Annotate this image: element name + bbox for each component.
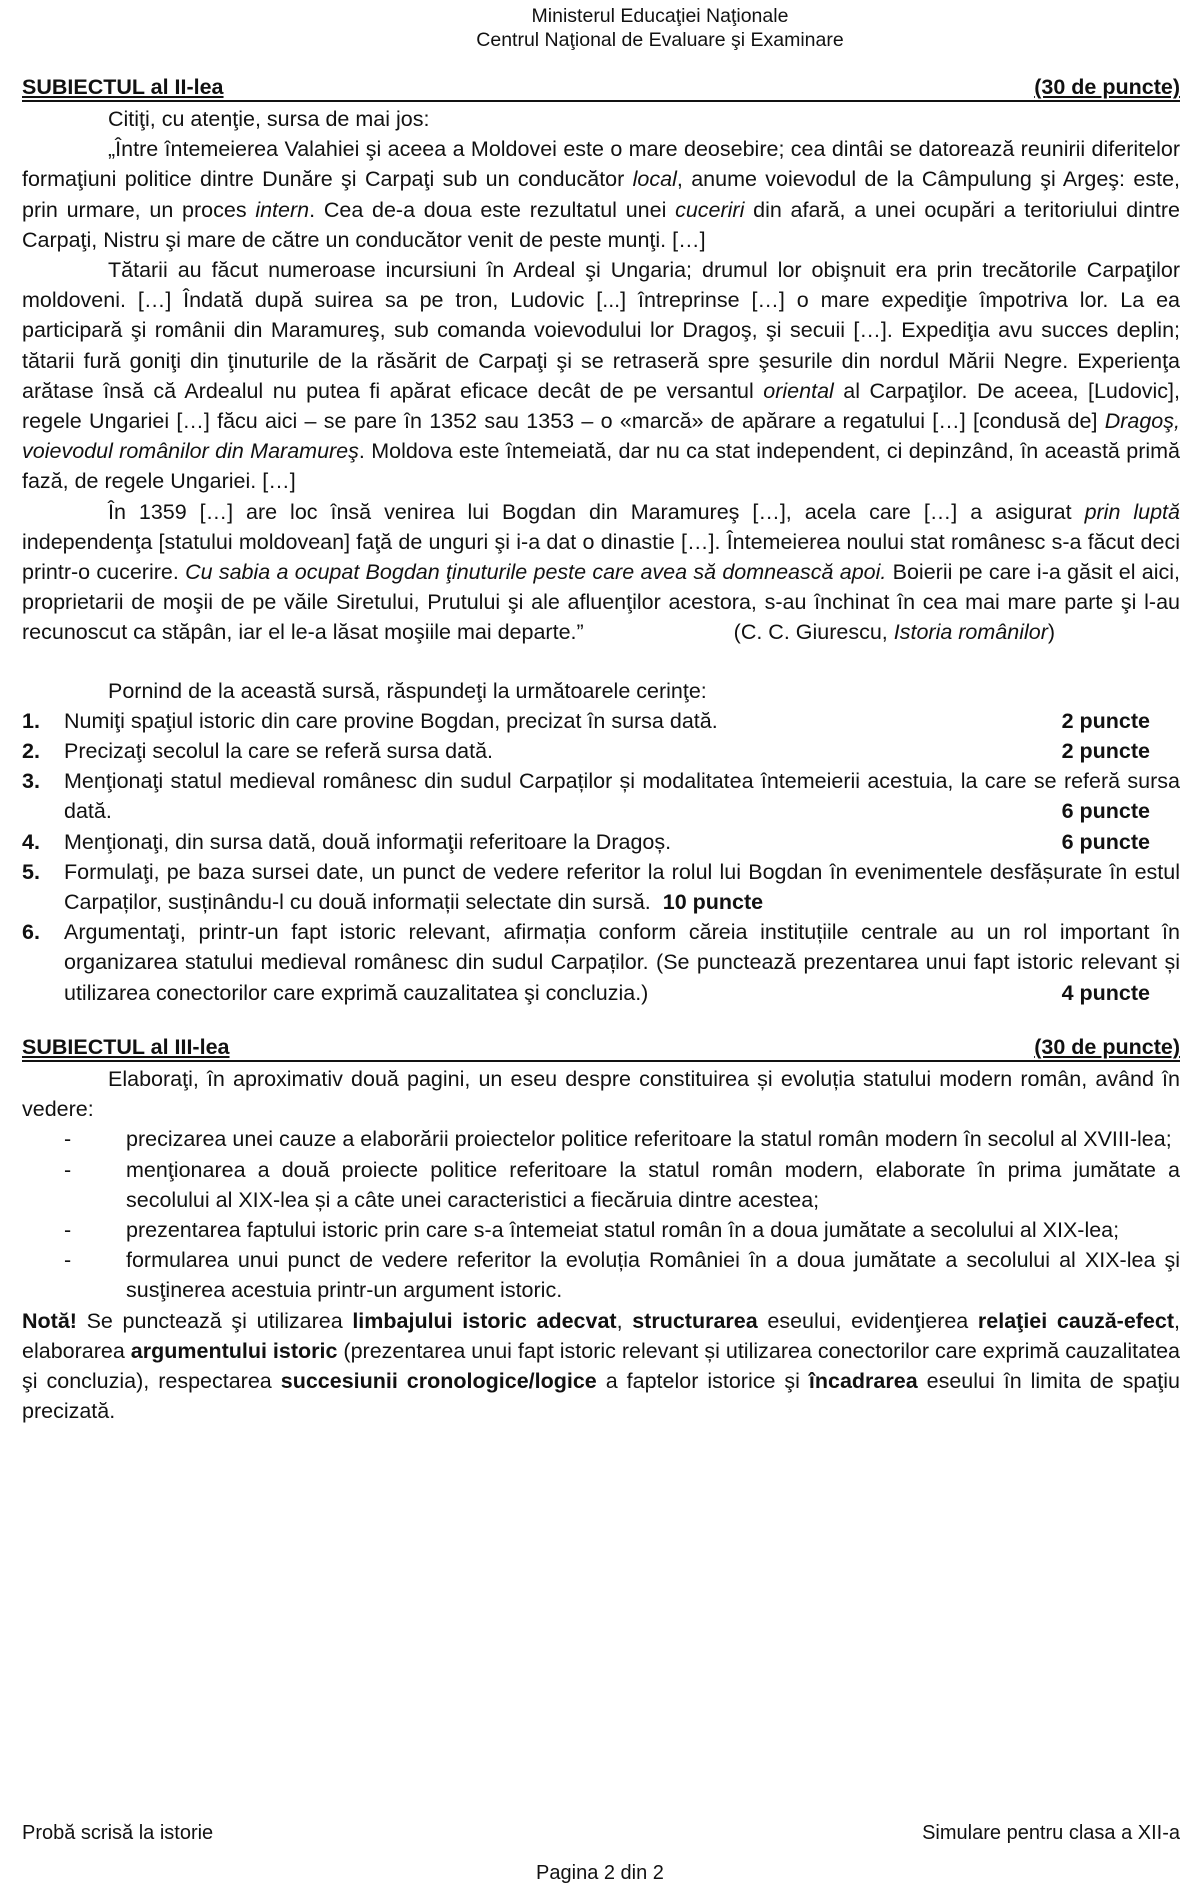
bold-run: structurarea xyxy=(632,1308,758,1333)
essay-requirements xyxy=(22,1124,1180,1305)
requirement-text: precizarea unei cauze a elaborării proiectelor politice referitoare la statul român modern în secolul al XVIII-lea; xyxy=(126,1127,1172,1152)
requirement-text: prezentarea faptului istoric prin care s-a întemeiat statul român în a doua jumătate a secolului al XIX-lea; xyxy=(126,1217,1120,1242)
bold-run: limbajului istoric adecvat xyxy=(352,1308,617,1333)
question-points: 2 puncte xyxy=(1061,708,1150,733)
text-run: Se punctează şi utilizarea xyxy=(76,1308,353,1333)
question-number: 6. xyxy=(22,920,40,945)
bold-run: succesiunii cronologice/logice xyxy=(280,1368,597,1393)
bullet-mark: - xyxy=(64,1157,72,1182)
question-item xyxy=(22,706,1180,736)
text-run: eseului, evidenţierea xyxy=(757,1308,978,1333)
italic-run: oriental xyxy=(763,378,834,403)
bullet-mark: - xyxy=(64,1127,72,1152)
text-run: În 1359 […] are loc însă venirea lui Bogdan din Maramureş […], acela care […] a asigurat xyxy=(108,499,1085,524)
footer-exam-name: Probă scrisă la istorie xyxy=(22,1822,214,1844)
source-paragraph-1 xyxy=(22,134,1180,255)
question-number: 4. xyxy=(22,829,40,854)
question-text xyxy=(64,857,1180,917)
subject2-title: SUBIECTUL al II-lea xyxy=(22,75,224,99)
citation-author: (C. C. Giurescu, xyxy=(733,620,894,645)
source-instruction: Citiţi, cu atenţie, sursa de mai jos: xyxy=(108,107,430,131)
question-number: 1. xyxy=(22,708,40,733)
question-points: 4 puncte xyxy=(1061,980,1150,1005)
question-body: Numiţi spaţiul istoric din care provine Bogdan, precizat în sursa dată. xyxy=(64,708,718,733)
question-text xyxy=(64,827,1180,857)
text-run: , xyxy=(616,1308,633,1333)
header-ministry: Ministerul Educaţiei Naţionale xyxy=(531,5,789,27)
italic-run: prin luptă xyxy=(1084,499,1180,524)
italic-run: Cu sabia a ocupat Bogdan ţinuturile peste care avea să domnească apoi. xyxy=(185,560,887,585)
bold-run: încadrarea xyxy=(808,1368,918,1393)
question-body: Formulaţi, pe baza sursei date, un punct de vedere referitor la rolul lui Bogdan în evenimentele desfășurate în estul Carpaților, susținându-l cu două informații selectate din sursă. xyxy=(64,859,1180,915)
question-points: 6 puncte xyxy=(1061,829,1150,854)
questions-list xyxy=(22,706,1180,1008)
text-run: independenţa [statului moldovean] faţă de unguri şi i-a dat o dinastie […]. Întemeierea noului stat românesc s-a făcut deci printr-o cucerire. xyxy=(22,529,1180,585)
bullet-mark: - xyxy=(64,1217,72,1242)
spacer xyxy=(22,1008,1180,1034)
question-body: Menţionaţi, din sursa dată, două informaţii referitoare la Dragoș. xyxy=(64,829,672,854)
page-footer xyxy=(22,1818,1180,1848)
page-header xyxy=(0,4,1200,52)
question-body: Argumentaţi, printr-un fapt istoric relevant, afirmația conform căreia instituțiile centrale au un rol important în organizarea statului medieval românesc din sudul Carpaților. (Se punctează prezentarea unui fapt istoric relevant și utilizarea conectorilor care exprimă cauzalitatea şi concluzia.) xyxy=(64,920,1180,1005)
question-text xyxy=(64,917,1180,1008)
citation-title: Istoria românilor xyxy=(893,620,1048,645)
note-label: Notă! xyxy=(22,1308,77,1333)
italic-run: Dragoş, voievodul românilor din Maramureş xyxy=(22,409,1180,464)
text-run: din afară, a unei ocupări a teritoriului dintre Carpaţi, Nistru şi mare de către un conducător venit de peste munţi. […] xyxy=(22,197,1180,252)
italic-run: intern xyxy=(255,197,310,222)
question-item xyxy=(22,766,1180,826)
text-run: Tătarii au făcut numeroase incursiuni în Ardeal şi Ungaria; drumul lor obişnuit era prin trecătorile Carpaţilor moldoveni. […] Îndată după suirea sa pe tron, Ludovic [...] întreprinse […] o mare expediţie împotriva lor. La ea participară şi românii din Maramureş, sub comanda voievodului lor Dragoş, şi secuii […]. Expediţia avu succes deplin; tătarii fură goniţi din ţinuturile de la răsărit de Carpaţi şi se retraseră spre şesurile din nordul Mării Negre. Experienţa arătase însă că Ardealul nu putea fi apărat eficace decât de pe versantul xyxy=(22,258,1180,403)
subject2-heading xyxy=(22,74,1180,102)
question-item xyxy=(22,857,1180,917)
text-run: , elaborarea xyxy=(22,1308,1180,1363)
text-run: eseului în limita de spaţiu precizată. xyxy=(22,1368,1181,1424)
question-text xyxy=(64,706,1180,736)
source-citation xyxy=(734,620,1055,644)
question-body: Precizaţi secolul la care se referă sursa dată. xyxy=(64,739,494,764)
question-points: 10 puncte xyxy=(662,890,764,915)
bullet-mark: - xyxy=(64,1248,72,1273)
bold-run: relaţiei cauză-efect xyxy=(977,1308,1175,1333)
text-run: (prezentarea unui fapt istoric relevant și utilizarea conectorilor care exprimă cauzalitatea şi concluzia), respectarea xyxy=(22,1338,1180,1393)
footer-exam-class: Simulare pentru clasa a XII-a xyxy=(922,1822,1180,1844)
requirement-item xyxy=(22,1245,1180,1305)
questions-intro: Pornind de la această sursă, răspundeţi la următoarele cerinţe: xyxy=(108,678,707,703)
italic-run: cuceriri xyxy=(675,197,745,222)
question-number: 2. xyxy=(22,739,40,764)
question-points: 6 puncte xyxy=(1061,799,1150,824)
requirement-item xyxy=(22,1215,1180,1245)
subject3-heading xyxy=(22,1034,1180,1062)
citation-end: ) xyxy=(1047,620,1056,645)
question-item xyxy=(22,917,1180,1008)
requirement-text: formularea unui punct de vedere referitor la evoluția României în a doua jumătate a secolului al XIX-lea şi susţinerea acestuia printr-un argument istoric. xyxy=(126,1248,1180,1303)
bold-run: argumentului istoric xyxy=(130,1338,338,1363)
question-points: 2 puncte xyxy=(1061,739,1150,764)
italic-run: local xyxy=(632,167,677,192)
text-run: „Între întemeierea Valahiei şi aceea a Moldovei este o mare deosebire; cea dintâi se datorează reunirii diferitelor formaţiuni politice dintre Dunăre şi Carpaţi sub un conducător xyxy=(22,137,1180,192)
subject2-points: (30 de puncte) xyxy=(1034,75,1180,99)
source-paragraph-2 xyxy=(22,255,1180,497)
page-content xyxy=(22,74,1180,1426)
text-run: a faptelor istorice şi xyxy=(596,1368,809,1393)
essay-note xyxy=(22,1306,1180,1427)
page-number: Pagina 2 din 2 xyxy=(536,1862,664,1884)
question-body: Menţionaţi statul medieval românesc din sudul Carpaților și modalitatea întemeierii acestuia, la care se referă sursa dată. xyxy=(64,769,1180,824)
question-text xyxy=(64,766,1180,826)
question-item xyxy=(22,736,1180,766)
question-number: 3. xyxy=(22,769,40,794)
requirement-text: menţionarea a două proiecte politice referitoare la statul român modern, elaborate în prima jumătate a secolului al XIX-lea și a câte unei caracteristici a fiecăruia dintre acestea; xyxy=(126,1157,1180,1212)
subject3-title: SUBIECTUL al III-lea xyxy=(22,1034,230,1059)
text-run: Boierii pe care i-a găsit el aici, proprietarii de moşii de pe văile Siretului, Prutului şi ale afluenţilor acestora, s-au închinat în cea mai mare parte şi l-au recunoscut ca stăpân, iar el le-a lăsat moşiile mai departe.” xyxy=(22,560,1180,645)
subject3-points: (30 de puncte) xyxy=(1034,1034,1180,1059)
question-number: 5. xyxy=(22,859,40,884)
text-run: . Cea de-a doua este rezultatul unei xyxy=(309,197,676,222)
text-run: al Carpaţilor. De aceea, [Ludovic], regele Ungariei […] făcu aici – se pare în 1352 sau 1353 – o «marcă» de apărare a regatului […] [condusă de] xyxy=(22,378,1181,434)
requirement-item xyxy=(22,1124,1180,1154)
requirement-item xyxy=(22,1155,1180,1215)
source-paragraph-3 xyxy=(22,497,1180,648)
header-center: Centrul Naţional de Evaluare şi Examinare xyxy=(476,29,844,51)
question-item xyxy=(22,827,1180,857)
text-run: , anume voievodul de la Câmpulung şi Argeş: este, prin urmare, un proces xyxy=(22,167,1180,222)
essay-intro: Elaboraţi, în aproximativ două pagini, un eseu despre constituirea și evoluția statului modern român, având în vedere: xyxy=(22,1066,1180,1122)
question-text xyxy=(64,736,1180,766)
text-run: . Moldova este întemeiată, dar nu ca stat independent, ci depinzând, în această primă fază, de regele Ungariei. […] xyxy=(22,439,1180,494)
